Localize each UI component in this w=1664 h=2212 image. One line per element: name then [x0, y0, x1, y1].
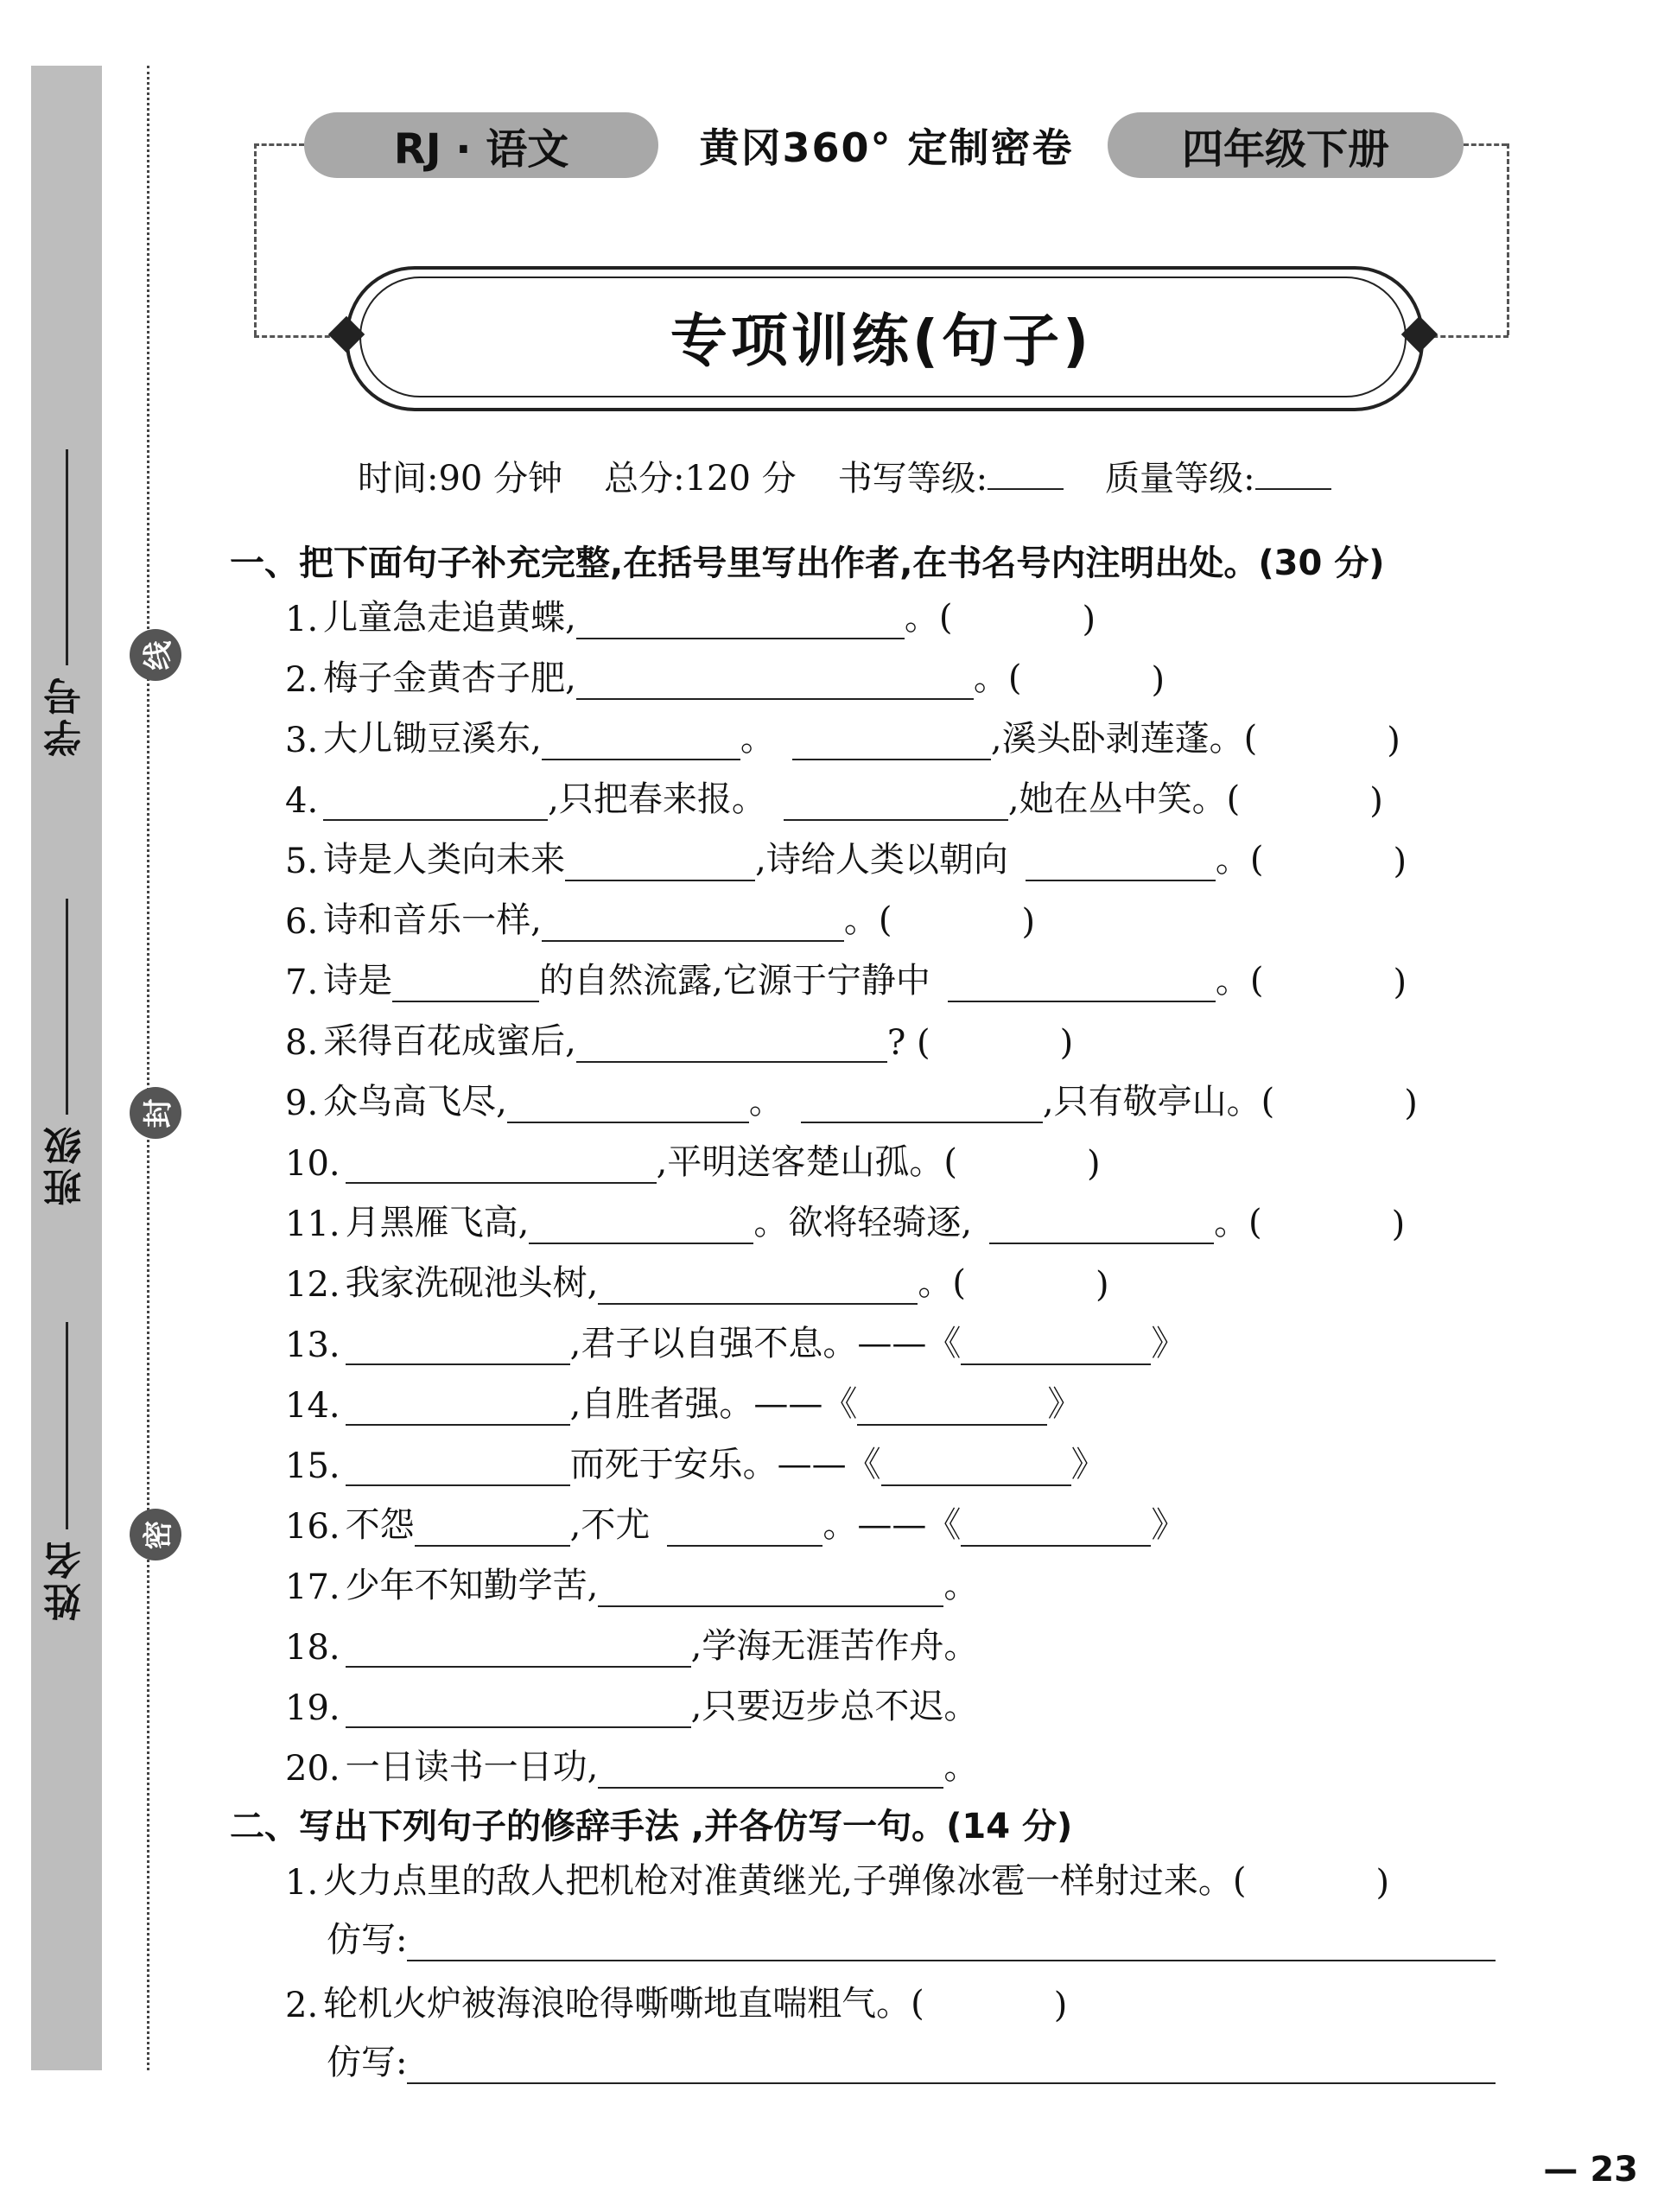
question-text: 。: [740, 719, 775, 759]
question-text: 梅子金黄杏子肥,: [323, 658, 576, 698]
question-item: [285, 1441, 1106, 1486]
question-text: 。(: [973, 658, 1022, 698]
answer-blank[interactable]: [542, 906, 844, 942]
answer-blank[interactable]: [1026, 845, 1216, 881]
closing-paren: ): [1053, 1986, 1068, 2025]
grade-pill: 四年级下册: [1108, 112, 1464, 178]
source-blank[interactable]: [961, 1510, 1151, 1547]
question-text: 采得百花成蜜后,: [323, 1021, 576, 1061]
question-text: 火力点里的敌人把机枪对准黄继光,子弹像冰雹一样射过来。(: [323, 1861, 1247, 1901]
question-text: ,溪头卧剥莲蓬。(: [990, 719, 1258, 759]
author-blank[interactable]: [1257, 726, 1387, 760]
question-item: [285, 1018, 1073, 1063]
rhetoric-answer-blank[interactable]: [924, 1991, 1054, 2025]
question-item: [285, 957, 1407, 1002]
answer-blank[interactable]: [346, 1631, 691, 1668]
closing-mark: ): [1021, 902, 1036, 942]
answer-blank[interactable]: [346, 1147, 657, 1184]
answer-blank[interactable]: [323, 785, 548, 821]
seal-secret-badge: 密: [130, 1509, 181, 1560]
section-1-heading: 一、把下面句子补充完整,在括号里写出作者,在书名号内注明出处。(30 分): [230, 543, 1385, 583]
page-title: 专项训练(句子): [670, 307, 1093, 374]
question-text: 。: [748, 1082, 784, 1122]
answer-blank[interactable]: [576, 664, 974, 700]
question-text: 诗是人类向未来: [323, 840, 566, 880]
question-number: 3.: [285, 721, 319, 760]
student-no-label: 学号: [44, 674, 88, 757]
closing-mark: ): [1151, 660, 1165, 700]
question-number: 11.: [285, 1205, 340, 1244]
closing-mark: ): [1095, 1265, 1109, 1305]
answer-blank[interactable]: [346, 1329, 570, 1365]
name-label: 姓名: [44, 1538, 88, 1621]
question-text: ,只要迈步总不迟。: [690, 1687, 979, 1726]
question-item: [285, 1199, 1405, 1244]
header-dash: [1464, 143, 1507, 146]
question-number: 16.: [285, 1507, 340, 1547]
closing-mark: ): [1369, 781, 1383, 821]
class-label: 班级: [44, 1123, 88, 1206]
author-blank[interactable]: [957, 1149, 1087, 1184]
question-item: [285, 1139, 1101, 1184]
question-text: 轮机火炉被海浪呛得嘶嘶地直喘粗气。(: [323, 1984, 924, 2024]
source-blank[interactable]: [857, 1389, 1047, 1426]
closing-mark: 》: [1070, 1445, 1106, 1484]
author-blank[interactable]: [1264, 847, 1394, 881]
closing-mark: ): [1404, 1084, 1418, 1123]
section-2-heading: 二、写出下列句子的修辞手法 ,并各仿写一句。(14 分): [230, 1807, 1073, 1847]
question-text: ? (: [886, 1023, 930, 1063]
question-text: 少年不知勤学苦,: [345, 1566, 599, 1605]
question-number: 14.: [285, 1386, 340, 1426]
rhetoric-question: [285, 1980, 1067, 2025]
question-number: 7.: [285, 963, 319, 1002]
question-number: 4.: [285, 781, 319, 821]
imitation-line: [327, 2039, 1496, 2084]
question-item: [285, 655, 1165, 700]
question-number: 6.: [285, 902, 319, 942]
question-item: [285, 1683, 978, 1728]
question-text: 。欲将轻骑逐,: [753, 1203, 973, 1243]
question-text: ,自胜者强。——《: [569, 1384, 858, 1424]
question-item: [285, 1320, 1185, 1365]
name-blank[interactable]: [66, 1322, 68, 1529]
question-item: [285, 1260, 1109, 1305]
question-text: ,平明送客楚山孤。(: [656, 1142, 957, 1182]
answer-blank[interactable]: [784, 785, 1008, 821]
seal-line-badge: 线: [130, 629, 181, 681]
question-number: 15.: [285, 1446, 340, 1486]
author-blank[interactable]: [1022, 665, 1152, 700]
closing-mark: ): [1393, 963, 1407, 1002]
question-item: [285, 715, 1400, 760]
answer-blank[interactable]: [801, 1087, 1043, 1123]
question-number: 18.: [285, 1628, 340, 1668]
answer-blank[interactable]: [346, 1389, 570, 1426]
closing-mark: 》: [1047, 1384, 1083, 1424]
author-blank[interactable]: [892, 907, 1022, 942]
question-text: ,只有敬亭山。(: [1042, 1082, 1275, 1122]
answer-blank[interactable]: [576, 603, 905, 639]
header: [251, 104, 1512, 467]
exam-total-score: 总分:120 分: [604, 459, 797, 499]
question-text: ,她在丛中笑。(: [1007, 779, 1241, 819]
answer-blank[interactable]: [415, 1510, 570, 1547]
closing-mark: ): [1391, 1205, 1406, 1244]
question-text: 。: [943, 1747, 979, 1787]
closing-mark: ): [1387, 721, 1400, 760]
question-item: [285, 594, 1096, 639]
question-number: 5.: [285, 842, 319, 881]
question-text: 。——《: [822, 1505, 962, 1545]
seal-seal-badge: 封: [130, 1087, 181, 1139]
answer-blank[interactable]: [792, 724, 991, 760]
source-blank[interactable]: [881, 1450, 1071, 1486]
seal-dotted-line: [147, 66, 149, 2070]
question-number: 9.: [285, 1084, 319, 1123]
question-number: 2.: [285, 660, 319, 700]
question-item: [285, 1744, 978, 1789]
question-number: 20.: [285, 1749, 340, 1789]
answer-blank[interactable]: [565, 845, 755, 881]
exam-time: 时间:90 分钟: [358, 459, 563, 499]
header-dash: [254, 143, 304, 146]
brand-title: 黄冈360° 定制密卷: [699, 124, 1074, 171]
closing-mark: 》: [1151, 1505, 1186, 1545]
answer-blank[interactable]: [667, 1510, 822, 1547]
closing-mark: 》: [1151, 1324, 1186, 1363]
question-text: ,只把春来报。: [548, 779, 766, 819]
question-text: 。(: [918, 1263, 966, 1303]
answer-blank[interactable]: [948, 966, 1216, 1002]
answer-blank[interactable]: [346, 1692, 691, 1728]
question-text: ,学海无涯苦作舟。: [690, 1626, 979, 1666]
answer-blank[interactable]: [392, 966, 539, 1002]
source-blank[interactable]: [961, 1329, 1151, 1365]
question-text: 月黑雁飞高,: [345, 1203, 530, 1243]
question-text: 的自然流露,它源于宁静中: [539, 961, 930, 1001]
question-text: 诗和音乐一样,: [323, 900, 542, 940]
answer-blank[interactable]: [542, 724, 740, 760]
quality-grade-blank[interactable]: [1255, 462, 1331, 490]
imitation-blank[interactable]: [407, 1925, 1496, 1961]
question-number: 19.: [285, 1688, 340, 1728]
imitation-blank[interactable]: [407, 2048, 1496, 2084]
closing-paren: ): [1375, 1863, 1390, 1903]
question-text: 。(: [1215, 961, 1264, 1001]
question-item: [285, 1078, 1418, 1123]
answer-blank[interactable]: [576, 1027, 887, 1063]
question-text: 众鸟高飞尽,: [323, 1082, 507, 1122]
closing-mark: ): [1082, 600, 1096, 639]
author-blank[interactable]: [1240, 786, 1369, 821]
answer-blank[interactable]: [529, 1208, 753, 1244]
answer-blank[interactable]: [507, 1087, 749, 1123]
class-blank[interactable]: [66, 899, 68, 1115]
writing-grade-blank[interactable]: [988, 462, 1064, 490]
question-number: 1.: [285, 600, 319, 639]
student-no-field[interactable]: [31, 449, 102, 757]
closing-mark: ): [1086, 1144, 1101, 1184]
answer-blank[interactable]: [598, 1268, 918, 1305]
question-number: 2.: [285, 1986, 319, 2025]
answer-blank[interactable]: [598, 1752, 943, 1789]
question-text: ,君子以自强不息。——《: [569, 1324, 962, 1363]
quality-grade: 质量等级:: [1105, 451, 1331, 500]
class-field[interactable]: [31, 899, 102, 1206]
header-dash: [254, 143, 257, 335]
question-number: 12.: [285, 1265, 340, 1305]
imitation-line: [327, 1916, 1496, 1961]
question-number: 10.: [285, 1144, 340, 1184]
question-number: 8.: [285, 1023, 319, 1063]
question-item: [285, 776, 1383, 821]
question-text: 。(: [904, 598, 953, 638]
header-dash: [1507, 143, 1509, 335]
page-number: — 23: [1543, 2150, 1638, 2190]
question-text: 。(: [1215, 840, 1264, 880]
answer-blank[interactable]: [346, 1450, 570, 1486]
question-item: [285, 836, 1407, 881]
answer-blank[interactable]: [989, 1208, 1214, 1244]
question-text: 。(: [1214, 1203, 1262, 1243]
author-blank[interactable]: [953, 605, 1083, 639]
question-text: 。(: [843, 900, 892, 940]
author-blank[interactable]: [1264, 968, 1394, 1002]
question-text: 一日读书一日功,: [345, 1747, 599, 1787]
question-text: 而死于安乐。——《: [569, 1445, 881, 1484]
question-number: 13.: [285, 1325, 340, 1365]
author-blank[interactable]: [1274, 1089, 1404, 1123]
answer-blank[interactable]: [598, 1571, 943, 1607]
writing-grade: 书写等级:: [838, 451, 1064, 500]
question-item: [285, 1623, 978, 1668]
question-item: [285, 1562, 978, 1607]
name-field[interactable]: [31, 1322, 102, 1621]
author-blank[interactable]: [930, 1028, 1060, 1063]
question-number: 17.: [285, 1567, 340, 1607]
question-item: [285, 1381, 1082, 1426]
question-text: 诗是: [323, 961, 393, 1001]
question-text: 大儿锄豆溪东,: [323, 719, 542, 759]
question-text: 儿童急走追黄蝶,: [323, 598, 576, 638]
rhetoric-question: [285, 1858, 1389, 1903]
question-item: [285, 897, 1035, 942]
question-text: 不怨: [345, 1505, 415, 1545]
question-item: [285, 1502, 1185, 1547]
closing-mark: ): [1393, 842, 1407, 881]
closing-mark: ): [1059, 1023, 1074, 1063]
exam-info: [358, 451, 1373, 500]
imitation-label: 仿写:: [327, 2043, 408, 2082]
author-blank[interactable]: [966, 1270, 1096, 1305]
question-text: ,诗给人类以朝向: [755, 840, 1008, 880]
author-blank[interactable]: [1262, 1210, 1392, 1244]
question-text: 。: [943, 1566, 979, 1605]
imitation-label: 仿写:: [327, 1920, 408, 1960]
question-number: 1.: [285, 1863, 319, 1903]
question-text: ,不尤: [569, 1505, 651, 1545]
rhetoric-answer-blank[interactable]: [1247, 1868, 1376, 1903]
subject-pill: RJ · 语文: [304, 112, 658, 178]
student-no-blank[interactable]: [66, 449, 68, 665]
question-text: 我家洗砚池头树,: [345, 1263, 599, 1303]
